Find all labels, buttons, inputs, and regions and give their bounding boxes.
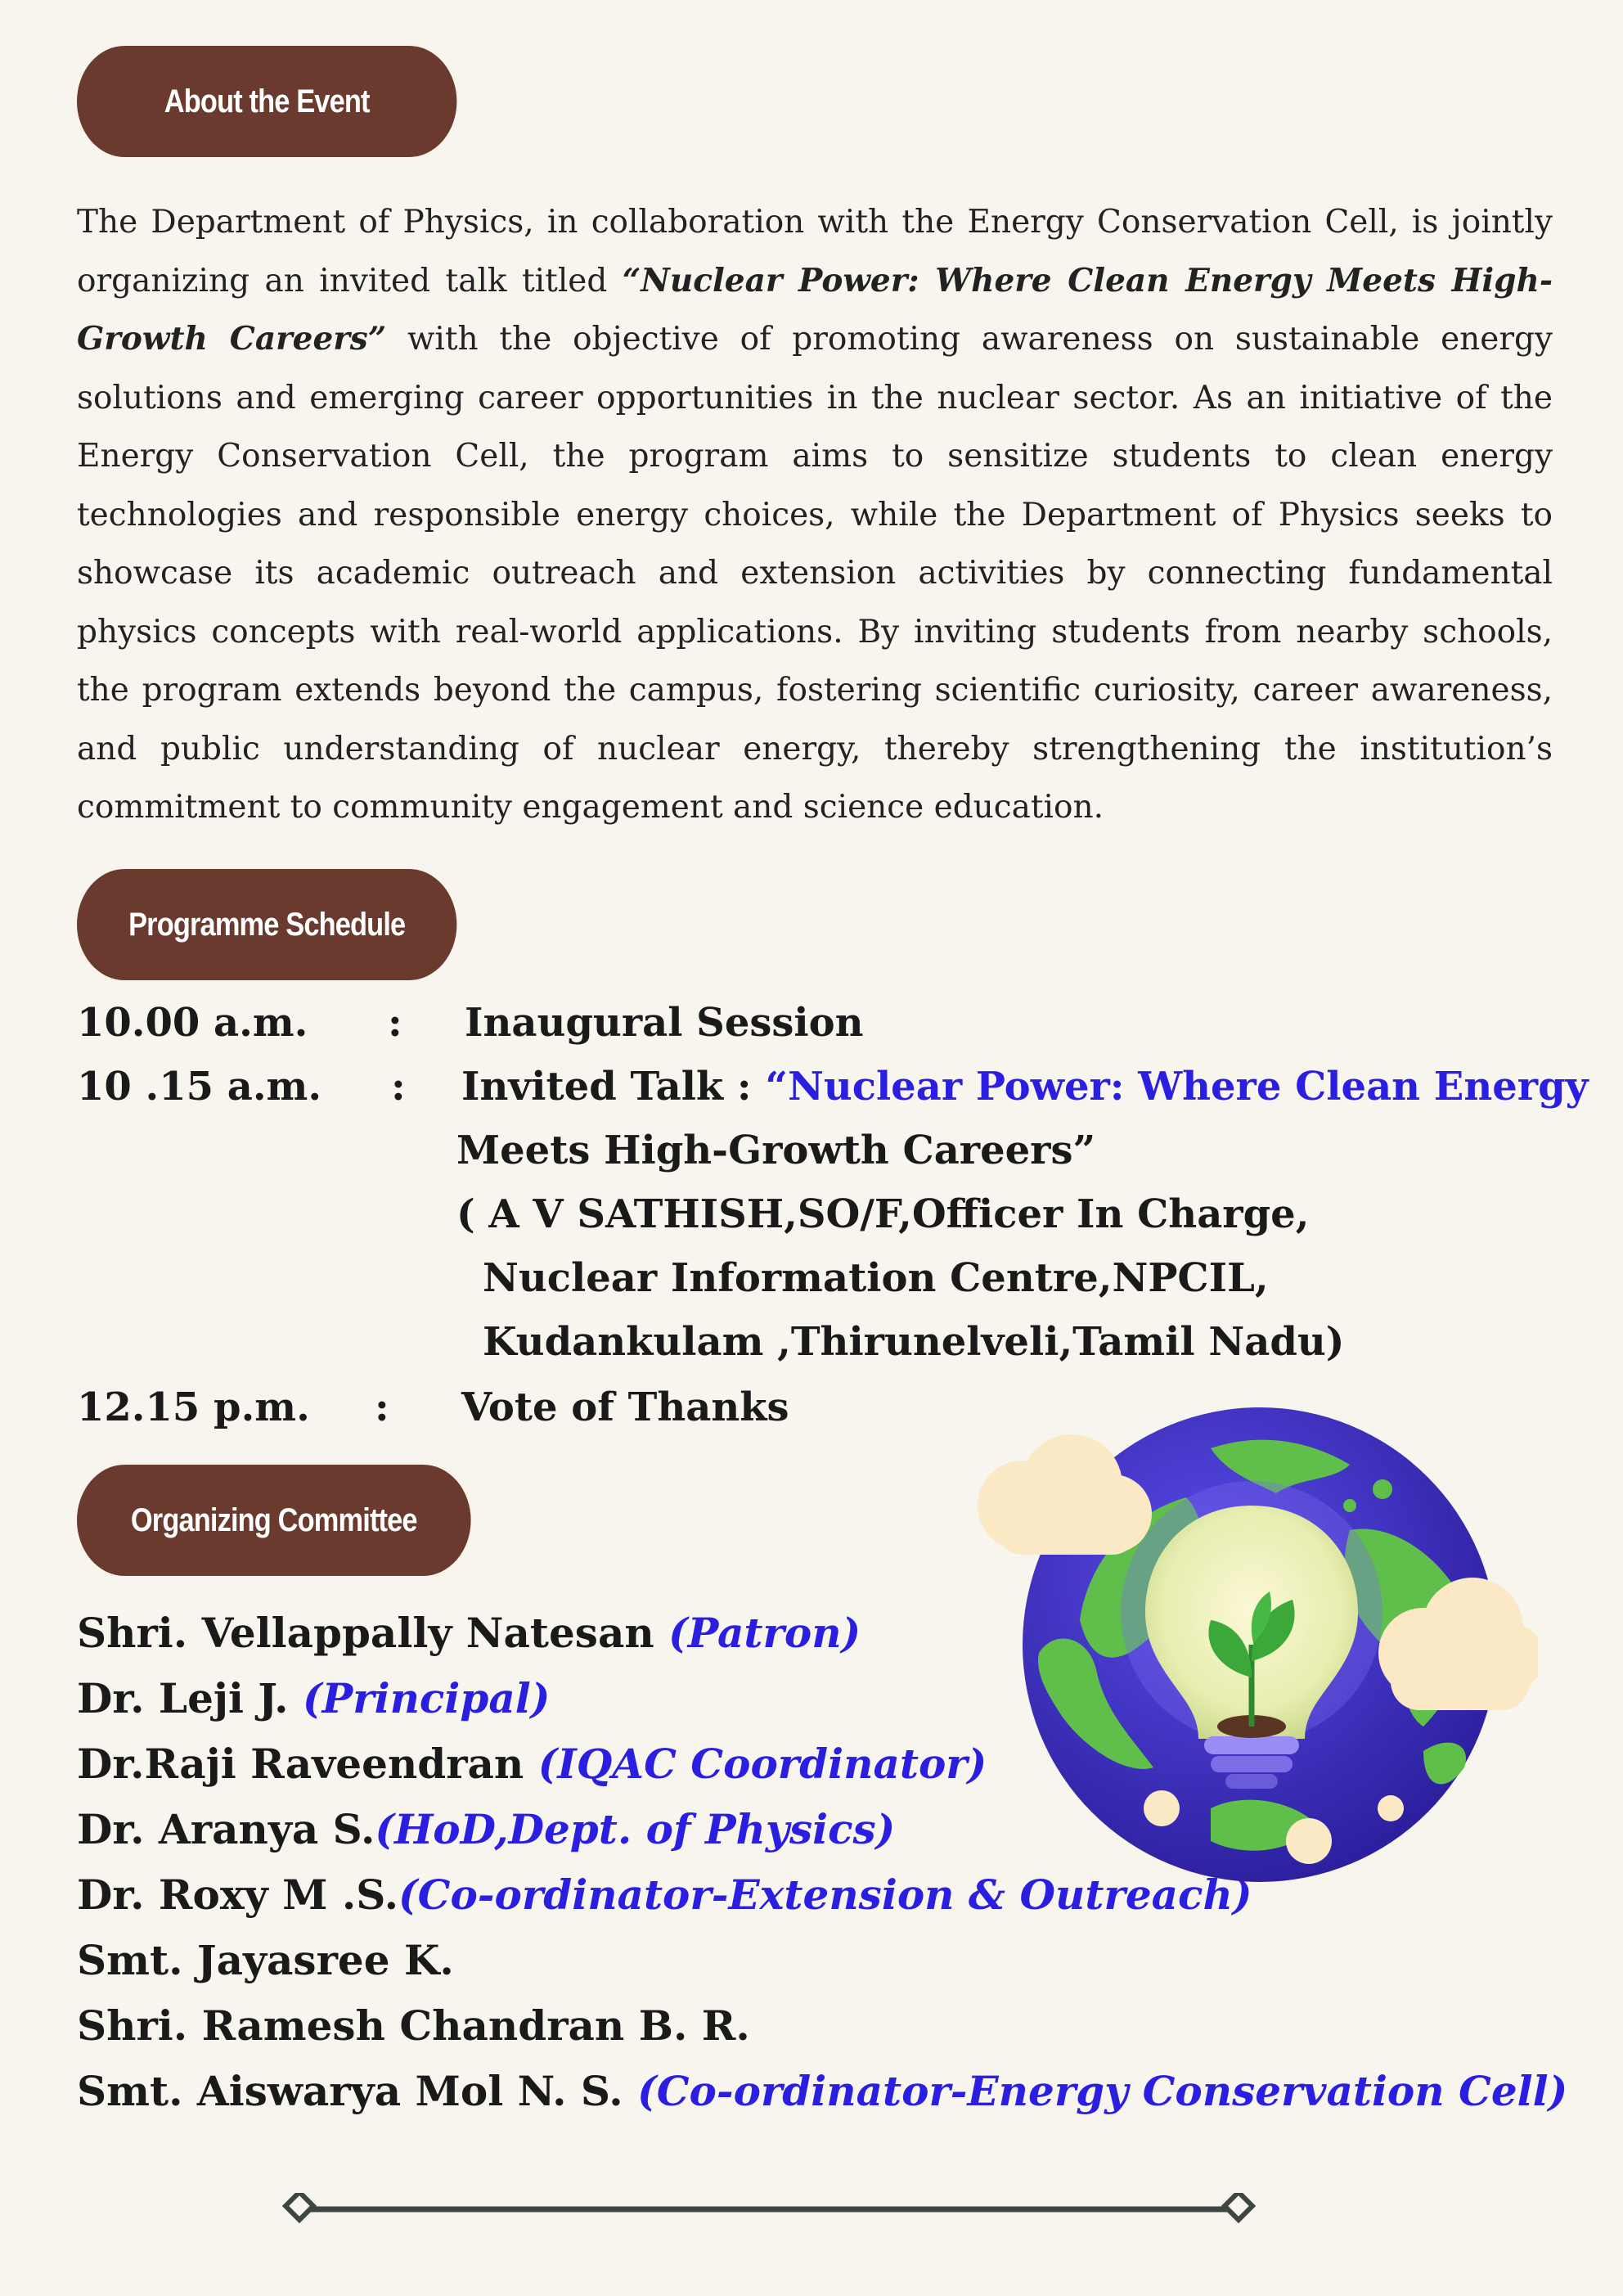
member-role: (Co-ordinator-Energy Conservation Cell) (637, 2067, 1568, 2115)
committee-section-title: Organizing Committee (130, 1501, 417, 1538)
diamond-end-divider (278, 2193, 1260, 2226)
member-role: (Co-ordinator-Extension & Outreach) (398, 1871, 1252, 1919)
committee-member (77, 2067, 1567, 2115)
invited-talk-title: “Nuclear Power: Where Clean Energy (765, 1064, 1589, 1110)
invited-talk-label: Invited Talk : (461, 1064, 766, 1110)
schedule-separator: : (375, 1384, 389, 1430)
schedule-section-badge (77, 869, 456, 980)
speaker-line: ( A V SATHISH,SO/F,Officer In Charge, (456, 1191, 1310, 1237)
about-section-title: About the Event (164, 83, 370, 119)
member-name: Smt. Jayasree K. (77, 1936, 454, 1984)
earth-lightbulb-plant-illustration (965, 1383, 1538, 1890)
committee-member (77, 2001, 750, 2050)
committee-member (77, 1740, 987, 1788)
member-role: (HoD,Dept. of Physics) (375, 1805, 896, 1853)
about-talk-title: “Nuclear Power: Where Clean Energy Meets High-Growth Careers” (77, 261, 1553, 358)
schedule-time: 10 .15 a.m. (77, 1064, 322, 1110)
committee-member (77, 1609, 861, 1657)
schedule-time: 12.15 p.m. (77, 1384, 310, 1430)
member-name: Shri. Vellappally Natesan (77, 1609, 669, 1657)
committee-member (77, 1936, 454, 1984)
member-role: (Principal) (302, 1674, 551, 1722)
schedule-time: 10.00 a.m. (77, 1000, 308, 1046)
member-role: (Patron) (668, 1609, 861, 1657)
member-name: Dr. Roxy M .S. (77, 1871, 398, 1919)
about-section-badge (77, 46, 456, 157)
committee-member (77, 1805, 895, 1853)
member-name: Dr. Aranya S. (77, 1805, 375, 1853)
member-name: Dr.Raji Raveendran (77, 1740, 538, 1788)
speaker-line: Kudankulam ,Thirunelveli,Tamil Nadu) (483, 1319, 1345, 1365)
member-name: Dr. Leji J. (77, 1674, 303, 1722)
about-paragraph (77, 193, 1553, 837)
schedule-separator: : (391, 1064, 406, 1110)
speaker-line: Nuclear Information Centre,NPCIL, (483, 1255, 1269, 1301)
member-name: Shri. Ramesh Chandran B. R. (77, 2001, 750, 2050)
schedule-section-title: Programme Schedule (128, 906, 406, 943)
committee-section-badge (77, 1465, 471, 1576)
schedule-description (461, 1064, 1589, 1110)
member-role: (IQAC Coordinator) (537, 1740, 987, 1788)
committee-member (77, 1674, 550, 1722)
member-name: Smt. Aiswarya Mol N. S. (77, 2067, 638, 2115)
invited-talk-title-continued: Meets High-Growth Careers” (456, 1128, 1096, 1173)
schedule-description: Inaugural Session (465, 1000, 864, 1046)
about-text-part2: with the objective of promoting awareness on sustainable energy solutions and emerging career opportunities in the nuclear sector. As an initiative of the Energy Conservation Cell, the program aims to sensitize students to clean energy technologies and responsible energy choices, while the Department of Physics seeks to showcase its academic outreach and extension activities by connecting fundamental physics concepts with real-world applications. By inviting students from nearby schools, the program extends beyond the campus, fostering scientific curiosity, career awareness, and public understanding of nuclear energy, thereby strengthening the institution’s commitment to community engagement and science education. (77, 321, 1553, 826)
about-text-part1: The Department of Physics, in collaboration with the Energy Conservation Cell, is jointly organizing an invited talk titled (77, 204, 1553, 299)
schedule-description: Vote of Thanks (461, 1384, 789, 1430)
schedule-separator: : (388, 1000, 402, 1046)
